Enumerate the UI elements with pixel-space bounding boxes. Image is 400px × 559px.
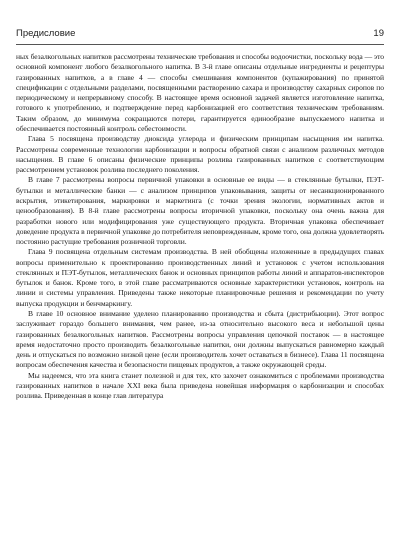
paragraph: В главе 10 основное внимание уделено планированию производства и сбыта (дистрибьюции). Этот вопрос заслуживает гораздо большего внимания, чем ранее, из-за относительно высокого веса и небольшой цены газированных безалкогольных напитков. Рассмотрены вопросы управления цепочкой поставок — в настоящее время недостаточно просто производить безалкогольные напитки, они должны выпускаться равномерно каждый день и отпускаться по возможно низкой цене (если производитель хочет оставаться в бизнесе). Глава 11 посвящена вопросам обеспечения качества и безопасности пищевых продуктов, а также окружающей среды. <box>16 309 384 370</box>
header-rule <box>16 44 384 45</box>
paragraph: В главе 7 рассмотрены вопросы первичной упаковки в основные ее виды — в стеклянные бутылки, ПЭТ-бутылки и металлические банки — с анализом принципов упаковывания, защиты от несанкционированного вскрытия, этикетирования, маркировки и маркетинга (с точки зрения экологии, нормативных актов и ценообразования). В 8-й главе рассмотрены вопросы вторичной упаковки, поскольку она очень важна для разработки нового или модифицирования уже существующего продукта. Вторичная упаковка обеспечивает доведение продукта в первичной упаковке до потребителя неповрежденным, кроме того, она должна удовлетворять постоянно растущие требования розничной торговли. <box>16 175 384 247</box>
paragraph: ных безалкогольных напитков рассмотрены технические требования и способы водоочистки, поскольку вода — это основной компонент любого безалкогольного напитка. В 3-й главе описаны отдельные ингредиенты и рецептуры газированных напитков, а в главе 4 — способы смешивания компонентов (купажирования) по принятой спецификации с отдельными разделами, посвященными растворению сахара и производству сахарных сиропов по периодическому и непрерывному способу. В настоящее время основной задачей является изготовление напитка, готового к употреблению, и подтверждение перед карбонизацией его соответствия техническим требованиям. Таким образом, до минимума сокращаются потери, гарантируется единообразие выпускаемого напитка и обеспечивается постоянный контроль себестоимости. <box>16 52 384 133</box>
paragraph: Глава 5 посвящена производству диоксида углерода и физическим принципам насыщения им напитка. Рассмотрены современные технологии карбонизации и вопросы обратной связи с анализом различных методов насыщения. В главе 6 описаны физические принципы розлива газированных напитков с соответствующим рассмотрением установок розлива последнего поколения. <box>16 134 384 175</box>
paragraph: Глава 9 посвящена отдельным системам производства. В ней обобщены изложенные в предыдущих главах вопросы применительно к проектированию производственных линий и установок с учетом использования стеклянных и ПЭТ-бутылок, металлических банок и основных принципов работы линий и аппаратов-инспекторов бутылок и банок. Кроме того, в этой главе рассматриваются основные характеристики установок, контроль на линии и системы управления. Приведены также некоторые планировочные решения и рекомендации по учету выпуска продукции и бенчмаркингу. <box>16 247 384 308</box>
section-title: Предисловие <box>16 28 76 39</box>
body-text <box>16 52 384 553</box>
running-head <box>16 28 384 44</box>
page-number: 19 <box>373 28 384 39</box>
paragraph: Мы надеемся, что эта книга станет полезной и для тех, кто захочет ознакомиться с проблемами производства газированных напитков в начале XXI века была приведена новейшая информация о карбонизации и способах розлива. Приведенная в конце глав литература <box>16 370 384 401</box>
